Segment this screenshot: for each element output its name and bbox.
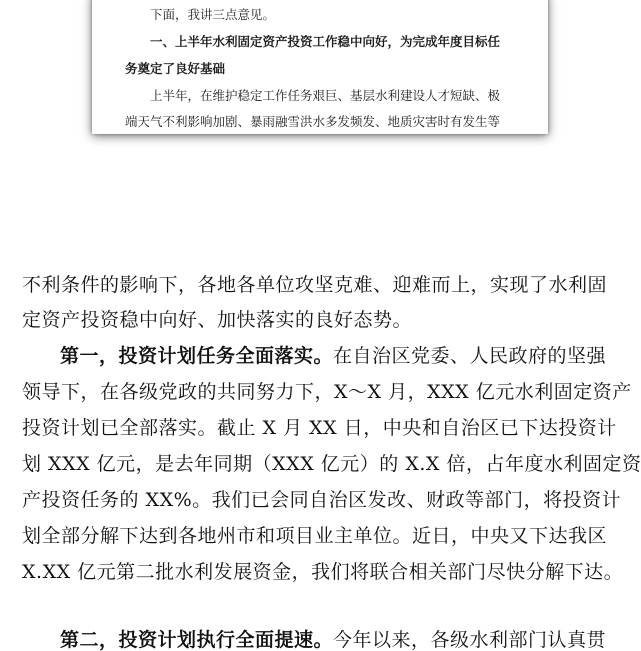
- body-line: 定资产投资稳中向好、加快落实的良好态势。: [22, 309, 413, 331]
- body-line: 不利条件的影响下，各地各单位攻坚克难、迎难而上，实现了水利固: [22, 274, 608, 296]
- body-line: 划全部分解下达到各地州市和项目业主单位。近日，中央又下达我区: [22, 525, 608, 547]
- body-line: 划 XXX 亿元，是去年同期（XXX 亿元）的 X.X 倍，占年度水利固定资: [22, 453, 641, 475]
- paragraph-text: 在自治区党委、人民政府的坚强: [333, 345, 607, 367]
- body-line: 领导下，在各级党政的共同努力下，X～X 月，XXX 亿元水利固定资产: [22, 381, 632, 403]
- paragraph-heading-bold: 第二，投资计划执行全面提速。: [60, 629, 334, 651]
- preview-paragraph-line-2: 端天气不利影响加剧、暴雨融雪洪水多发频发、地质灾害时有发生等: [125, 114, 501, 129]
- preview-heading-line-1: 一、上半年水利固定资产投资工作稳中向好，为完成年度目标任: [150, 34, 501, 49]
- preview-paragraph-line-1: 上半年，在维护稳定工作任务艰巨、基层水利建设人才短缺、极: [150, 88, 501, 103]
- preview-heading-line-2: 务奠定了良好基础: [125, 61, 226, 76]
- body-line: 产投资任务的 XX%。我们已会同自治区发改、财政等部门，将投资计: [22, 489, 622, 511]
- preview-line-intro: 下面，我讲三点意见。: [150, 7, 276, 22]
- paragraph-heading-bold: 第一，投资计划任务全面落实。: [60, 345, 334, 367]
- body-line: X.XX 亿元第二批水利发展资金，我们将联合相关部门尽快分解下达。: [22, 561, 624, 583]
- paragraph-second-investment-execution: [60, 629, 606, 651]
- paragraph-text: 今年以来，各级水利部门认真贯: [333, 629, 607, 651]
- body-line: 投资计划已全部落实。截止 X 月 XX 日，中央和自治区已下达投资计: [22, 417, 617, 439]
- paragraph-first-investment-plan: [60, 345, 606, 367]
